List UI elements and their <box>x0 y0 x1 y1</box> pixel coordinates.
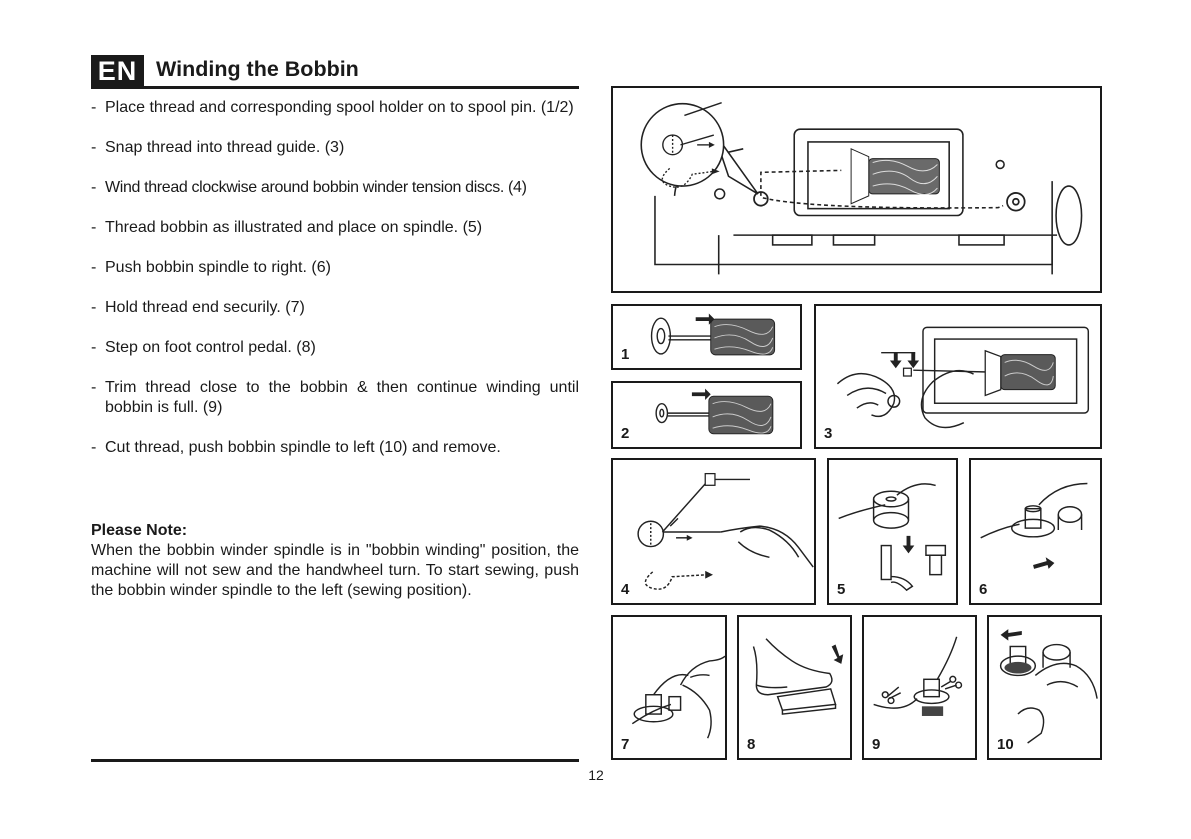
figure-label-6: 6 <box>979 581 988 598</box>
spindle-right-drawing <box>971 460 1100 603</box>
language-badge: EN <box>91 55 144 87</box>
figure-8-illustration <box>737 615 852 760</box>
figure-1-illustration <box>611 304 802 370</box>
figure-label-1: 1 <box>621 346 630 363</box>
bobbin-thread-drawing <box>829 460 956 603</box>
figure-10-illustration <box>987 615 1102 760</box>
machine-overview-illustration <box>611 86 1102 293</box>
figure-label-7: 7 <box>621 736 630 753</box>
figure-label-8: 8 <box>747 736 756 753</box>
page-number: 12 <box>588 767 604 783</box>
thread-guide-drawing <box>816 306 1100 447</box>
figure-label-5: 5 <box>837 581 846 598</box>
figure-5-illustration <box>827 458 958 605</box>
step-7: - Step on foot control pedal. (8) <box>91 338 579 358</box>
small-spool-drawing <box>613 383 800 447</box>
note-body: When the bobbin winder spindle is in "bobbin winding" position, the machine will not sew and the handwheel turn. To start sewing, push the bobbin winder spindle to the left (sewing position). <box>91 542 579 599</box>
step-6: - Hold thread end securily. (7) <box>91 298 579 318</box>
step-9: - Cut thread, push bobbin spindle to left (10) and remove. <box>91 438 579 458</box>
step-5: - Push bobbin spindle to right. (6) <box>91 258 579 278</box>
footer-rule <box>91 759 579 762</box>
hold-thread-drawing <box>613 617 725 758</box>
step-8: - Trim thread close to the bobbin & then continue winding until bobbin is full. (9) <box>91 378 579 418</box>
figure-4-illustration <box>611 458 816 605</box>
note-title: Please Note: <box>91 522 188 539</box>
figure-label-9: 9 <box>872 736 881 753</box>
foot-pedal-drawing <box>739 617 850 758</box>
figure-7-illustration <box>611 615 727 760</box>
figure-label-3: 3 <box>824 425 833 442</box>
please-note <box>91 521 579 601</box>
header-rule <box>91 86 579 89</box>
figure-9-illustration <box>862 615 977 760</box>
page-title: Winding the Bobbin <box>156 57 359 81</box>
step-4: - Thread bobbin as illustrated and place on spindle. (5) <box>91 218 579 238</box>
figure-3-illustration <box>814 304 1102 449</box>
sewing-machine-drawing <box>613 88 1100 291</box>
tension-disc-drawing <box>613 460 814 603</box>
figure-2-illustration <box>611 381 802 449</box>
trim-thread-drawing <box>864 617 975 758</box>
figure-label-4: 4 <box>621 581 630 598</box>
step-3: - Wind thread clockwise around bobbin winder tension discs. (4) <box>91 178 579 198</box>
spool-holder-drawing <box>613 306 800 368</box>
step-2: - Snap thread into thread guide. (3) <box>91 138 579 158</box>
figure-label-2: 2 <box>621 425 630 442</box>
figure-label-10: 10 <box>997 736 1014 753</box>
instruction-list <box>91 98 579 478</box>
step-1: - Place thread and corresponding spool holder on to spool pin. (1/2) <box>91 98 579 118</box>
figure-6-illustration <box>969 458 1102 605</box>
